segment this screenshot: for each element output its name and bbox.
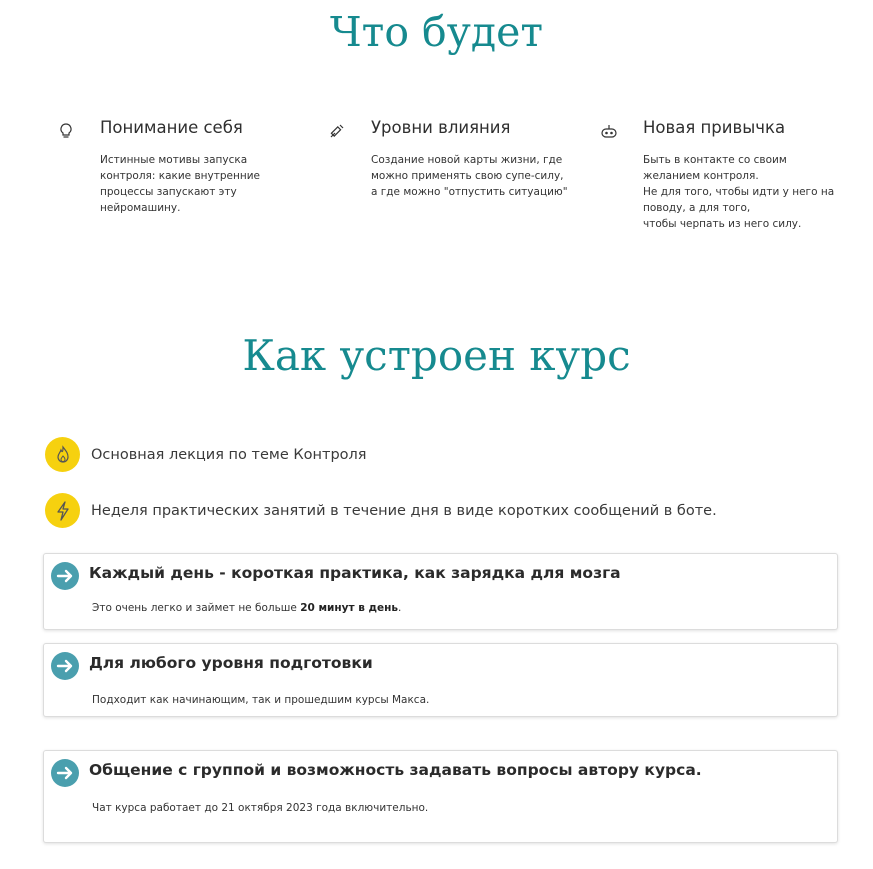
lightbulb-icon — [57, 122, 75, 140]
card-text: Это очень легко и займет не больше 20 минут в день. — [92, 602, 402, 614]
card-text: Чат курса работает до 21 октября 2023 года включительно. — [92, 802, 429, 814]
flame-icon — [45, 437, 80, 472]
card-group-chat — [43, 750, 838, 843]
card-any-level — [43, 643, 838, 717]
bullet-text: Основная лекция по теме Контроля — [91, 446, 367, 463]
card-text: Подходит как начинающим, так и прошедшим курсы Макса. — [92, 694, 430, 706]
feature-title: Новая привычка — [643, 118, 786, 137]
arrow-right-icon — [51, 759, 79, 787]
robot-icon — [600, 122, 618, 140]
bullet-practice-week — [45, 493, 717, 528]
card-daily-practice — [43, 553, 838, 630]
feature-text: Создание новой карты жизни, где можно применять свою супе-силу, а где можно "отпустить ситуацию" — [371, 154, 568, 198]
feature-title: Уровни влияния — [371, 118, 511, 137]
arrow-right-icon — [51, 562, 79, 590]
lightning-icon — [45, 493, 80, 528]
section-title-how-course-works: Как устроен курс — [242, 331, 631, 380]
card-text-bold: 20 минут в день — [300, 602, 399, 614]
feature-text: Истинные мотивы запуска контроля: какие внутренние процессы запускают эту нейромашину. — [100, 154, 261, 214]
card-title: Каждый день - короткая практика, как зарядка для мозга — [89, 564, 621, 582]
card-title: Для любого уровня подготовки — [89, 654, 373, 672]
syringe-icon — [328, 122, 346, 140]
arrow-right-icon — [51, 652, 79, 680]
card-title: Общение с группой и возможность задавать вопросы автору курса. — [89, 761, 702, 779]
bullet-lecture — [45, 437, 367, 472]
feature-title: Понимание себя — [100, 118, 243, 137]
section-title-what-will-be: Что будет — [329, 8, 544, 56]
feature-text: Быть в контакте со своим желанием контроля. Не для того, чтобы идти у него на поводу, а для того, чтобы черпать из него силу. — [643, 154, 835, 230]
bullet-text: Неделя практических занятий в течение дня в виде коротких сообщений в боте. — [91, 502, 717, 519]
